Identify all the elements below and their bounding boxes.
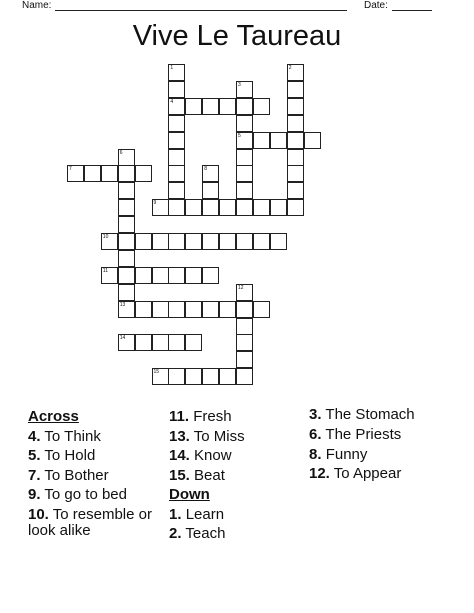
clue-down-3: 3. The Stomach [309, 406, 415, 423]
grid-cell[interactable] [152, 301, 169, 318]
grid-cell[interactable] [236, 301, 253, 318]
grid-cell[interactable] [135, 301, 152, 318]
clue-across-15: 15. Beat [169, 466, 225, 484]
clue-number: 4 [170, 98, 174, 105]
clue-column-2 [169, 407, 299, 544]
grid-cell[interactable] [219, 233, 236, 250]
grid-cell[interactable] [152, 334, 169, 351]
clue-number: 5 [238, 132, 241, 139]
clue-number: 11 [102, 267, 108, 274]
grid-cell[interactable] [168, 81, 185, 98]
grid-cell[interactable] [219, 301, 236, 318]
grid-cell[interactable] [185, 199, 202, 216]
grid-cell[interactable] [287, 199, 304, 216]
grid-cell[interactable] [202, 199, 219, 216]
grid-cell[interactable] [287, 149, 304, 166]
clue-number: 10 [102, 234, 109, 240]
grid-cell[interactable] [118, 216, 135, 233]
grid-cell[interactable] [270, 132, 287, 149]
grid-cell[interactable] [118, 182, 135, 199]
grid-cell[interactable] [168, 64, 185, 81]
grid-cell[interactable] [236, 233, 253, 250]
grid-cell[interactable] [236, 351, 253, 368]
grid-cell[interactable] [270, 233, 287, 250]
grid-cell[interactable] [304, 132, 321, 149]
clue-down-2: 2. Teach [169, 525, 226, 542]
clue-number: 15 [153, 369, 160, 376]
grid-cell[interactable] [287, 64, 304, 81]
grid-cell[interactable] [168, 301, 185, 318]
clue-across-13: 13. To Miss [169, 427, 245, 445]
grid-cell[interactable] [152, 199, 169, 216]
grid-cell[interactable] [202, 233, 219, 250]
grid-cell[interactable] [236, 199, 253, 216]
clue-number: 8 [204, 166, 207, 173]
grid-cell[interactable] [168, 115, 185, 132]
grid-cell[interactable] [202, 368, 219, 385]
clue-number: 7 [69, 166, 72, 173]
clue-across-9: 9. To go to bed [28, 486, 127, 503]
grid-cell[interactable] [236, 182, 253, 199]
clue-number: 9 [153, 200, 157, 207]
grid-cell[interactable] [185, 301, 202, 318]
clue-number: 3 [238, 81, 241, 88]
grid-cell[interactable] [118, 284, 135, 301]
grid-cell[interactable] [202, 165, 219, 182]
grid-cell[interactable] [236, 334, 253, 351]
grid-cell[interactable] [287, 98, 304, 115]
grid-cell[interactable] [152, 368, 169, 385]
grid-cell[interactable] [236, 149, 253, 166]
grid-cell[interactable] [219, 368, 236, 385]
grid-cell[interactable] [236, 165, 253, 182]
grid-cell[interactable] [168, 165, 185, 182]
grid-cell[interactable] [253, 233, 270, 250]
grid-cell[interactable] [287, 165, 304, 182]
grid-cell[interactable] [101, 233, 118, 250]
clue-column-3 [309, 407, 449, 484]
grid-cell[interactable] [185, 334, 202, 351]
grid-cell[interactable] [236, 98, 253, 115]
clue-number: 2 [288, 65, 292, 71]
grid-cell[interactable] [236, 81, 253, 98]
grid-cell[interactable] [202, 267, 219, 284]
puzzle-title: Vive Le Taureau [132, 20, 342, 52]
grid-cell[interactable] [253, 199, 270, 216]
grid-cell[interactable] [168, 233, 185, 250]
grid-cell[interactable] [168, 334, 185, 351]
clue-number: 13 [119, 301, 126, 308]
grid-cell[interactable] [168, 368, 185, 385]
grid-cell[interactable] [253, 98, 270, 115]
grid-cell[interactable] [118, 334, 135, 351]
grid-cell[interactable] [236, 115, 253, 132]
grid-cell[interactable] [118, 233, 135, 250]
clue-down-12: 12. To Appear [309, 465, 402, 482]
clue-across-14: 14. Know [169, 447, 232, 464]
grid-cell[interactable] [185, 233, 202, 250]
grid-cell[interactable] [135, 334, 152, 351]
grid-cell[interactable] [202, 98, 219, 115]
clue-across-7: 7. To Bother [28, 466, 109, 484]
grid-cell[interactable] [185, 267, 202, 284]
grid-cell[interactable] [219, 199, 236, 216]
clue-down-6: 6. The Priests [309, 426, 402, 443]
grid-cell[interactable] [118, 199, 135, 216]
grid-cell[interactable] [253, 301, 270, 318]
grid-cell[interactable] [185, 98, 202, 115]
grid-cell[interactable] [168, 182, 185, 199]
clue-number: 6 [119, 149, 123, 156]
grid-cell[interactable] [118, 165, 135, 182]
clue-across-4: 4. To Think [28, 427, 101, 445]
down-heading: Down [169, 486, 210, 503]
grid-cell[interactable] [135, 233, 152, 250]
grid-cell[interactable] [253, 132, 270, 149]
grid-cell[interactable] [118, 301, 135, 318]
grid-cell[interactable] [236, 132, 253, 149]
grid-cell[interactable] [67, 165, 84, 182]
grid-cell[interactable] [168, 267, 185, 284]
grid-cell[interactable] [236, 284, 253, 301]
grid-cell[interactable] [118, 267, 135, 284]
grid-cell[interactable] [118, 149, 135, 166]
clue-down-8: 8. Funny [309, 445, 368, 463]
clue-number: 1 [170, 65, 174, 71]
grid-cell[interactable] [236, 368, 253, 385]
grid-cell[interactable] [101, 267, 118, 284]
grid-cell[interactable] [152, 233, 169, 250]
clue-number: 14 [119, 335, 126, 342]
grid-cell[interactable] [168, 149, 185, 166]
grid-cell[interactable] [101, 165, 118, 182]
grid-cell[interactable] [168, 199, 185, 216]
grid-cell[interactable] [236, 318, 253, 335]
name-label: Name: [22, 0, 52, 11]
grid-cell[interactable] [84, 165, 101, 182]
grid-cell[interactable] [202, 182, 219, 199]
grid-cell[interactable] [287, 132, 304, 149]
clue-column-1 [28, 407, 168, 539]
grid-cell[interactable] [270, 199, 287, 216]
grid-cell[interactable] [287, 115, 304, 132]
grid-cell[interactable] [152, 267, 169, 284]
grid-cell[interactable] [287, 81, 304, 98]
across-heading: Across [28, 408, 79, 425]
grid-cell[interactable] [287, 182, 304, 199]
grid-cell[interactable] [135, 267, 152, 284]
clue-across-10: 10. To resemble or look alike [28, 505, 152, 539]
clue-across-5: 5. To Hold [28, 447, 96, 464]
clue-down-1: 1. Learn [169, 505, 225, 523]
grid-cell[interactable] [118, 250, 135, 267]
grid-cell[interactable] [135, 165, 152, 182]
grid-cell[interactable] [168, 132, 185, 149]
grid-cell[interactable] [185, 368, 202, 385]
clue-number: 12 [238, 284, 244, 291]
grid-cell[interactable] [219, 98, 236, 115]
date-label: Date: [364, 0, 388, 11]
clue-across-11: 11. Fresh [169, 408, 232, 425]
grid-cell[interactable] [202, 301, 219, 318]
grid-cell[interactable] [168, 98, 185, 115]
